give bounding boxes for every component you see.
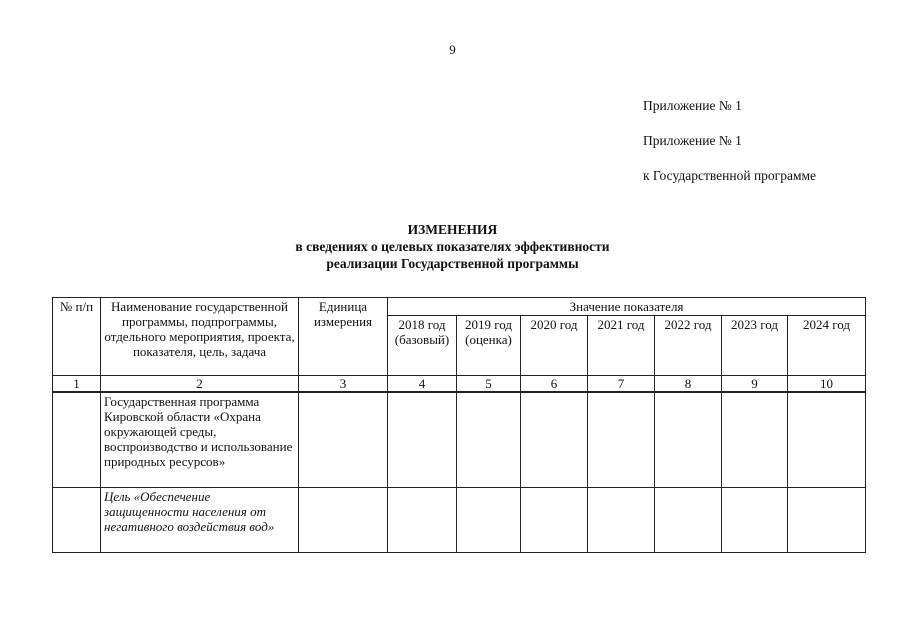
table-header-row: [53, 298, 866, 316]
row-num: [53, 392, 101, 488]
column-number: 9: [722, 376, 788, 393]
column-number: 6: [521, 376, 588, 393]
header-year: 2021 год: [588, 316, 655, 376]
row-program-name: Государственная программа Кировской области «Охрана окружающей среды, воспроизводство и использование природных ресурсов»: [101, 392, 299, 488]
row-num: [53, 488, 101, 553]
column-number: 3: [299, 376, 388, 393]
header-value-group: Значение показателя: [388, 298, 866, 316]
row-unit: [299, 392, 388, 488]
row-goal-name: Цель «Обеспечение защищенности населения от негативного воздействия вод»: [101, 488, 299, 553]
header-year: 2023 год: [722, 316, 788, 376]
header-year: 2024 год: [788, 316, 866, 376]
row-value: [655, 392, 722, 488]
row-value: [457, 488, 521, 553]
document-title: [0, 221, 905, 272]
header-year: 2020 год: [521, 316, 588, 376]
indicators-table: [52, 297, 866, 553]
column-number: 7: [588, 376, 655, 393]
appendix-program-reference: к Государственной программе: [643, 168, 817, 183]
row-value: [588, 488, 655, 553]
header-name: Наименование государственной программы, подпрограммы, отдельного мероприятия, проекта, показателя, цель, задача: [101, 298, 299, 376]
title-subtitle-line1: в сведениях о целевых показателях эффективности: [295, 239, 610, 254]
row-value: [655, 488, 722, 553]
row-value: [457, 392, 521, 488]
column-number: 4: [388, 376, 457, 393]
column-number: 5: [457, 376, 521, 393]
table-row: [53, 488, 866, 553]
header-year: 2022 год: [655, 316, 722, 376]
row-value: [722, 488, 788, 553]
column-number: 10: [788, 376, 866, 393]
column-number: 1: [53, 376, 101, 393]
row-value: [722, 392, 788, 488]
row-value: [521, 488, 588, 553]
header-num: № п/п: [53, 298, 101, 376]
row-value: [588, 392, 655, 488]
row-value: [388, 392, 457, 488]
header-unit: Единица измерения: [299, 298, 388, 376]
row-value: [788, 488, 866, 553]
column-number: 8: [655, 376, 722, 393]
header-year: 2018 год (базовый): [388, 316, 457, 376]
title-subtitle-line2: реализации Государственной программы: [326, 256, 579, 271]
row-value: [388, 488, 457, 553]
header-year: 2019 год (оценка): [457, 316, 521, 376]
title-main: ИЗМЕНЕНИЯ: [407, 222, 498, 237]
column-number: 2: [101, 376, 299, 393]
appendix-label: Приложение № 1: [643, 98, 742, 113]
row-value: [788, 392, 866, 488]
row-value: [521, 392, 588, 488]
page-number: 9: [449, 42, 456, 57]
table-row: [53, 392, 866, 488]
appendix-label-repeat: Приложение № 1: [643, 133, 742, 148]
row-unit: [299, 488, 388, 553]
column-number-row: [53, 376, 866, 393]
